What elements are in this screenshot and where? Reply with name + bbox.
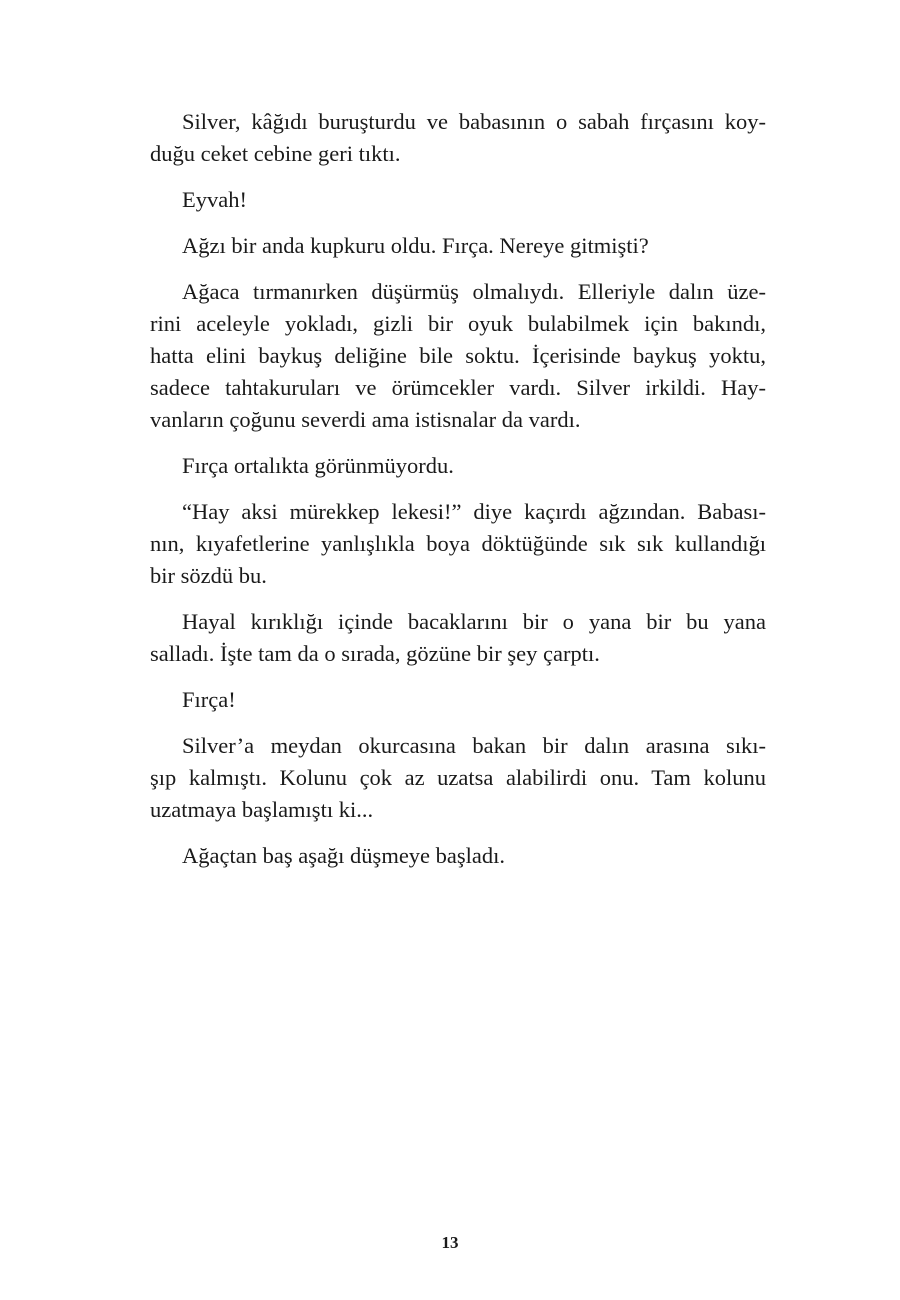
text-line: “Hay aksi mürekkep lekesi!” diye kaçırdı ağzından. Babası- (182, 499, 766, 524)
text-line: şıp kalmıştı. Kolunu çok az uzatsa alabilirdi onu. Tam kolunu (150, 765, 766, 790)
text-line: Silver’a meydan okurcasına bakan bir dalın arasına sıkı- (182, 733, 766, 758)
page-number: 13 (441, 1233, 459, 1252)
paragraph (150, 496, 766, 592)
paragraph (150, 184, 766, 216)
paragraph (150, 606, 766, 670)
text-line: Silver, kâğıdı buruşturdu ve babasının o sabah fırçasını koy- (182, 109, 766, 134)
paragraph (150, 840, 766, 872)
paragraph (150, 450, 766, 482)
text-line: Ağaçtan baş aşağı düşmeye başladı. (182, 843, 506, 868)
paragraph (150, 230, 766, 262)
paragraph (150, 106, 766, 170)
text-line: vanların çoğunu severdi ama istisnalar da vardı. (150, 407, 581, 432)
text-line: uzatmaya başlamıştı ki... (150, 797, 374, 822)
text-line: Ağzı bir anda kupkuru oldu. Fırça. Nereye gitmişti? (182, 233, 649, 258)
text-line: hatta elini baykuş deliğine bile soktu. İçerisinde baykuş yoktu, (150, 343, 766, 368)
text-line: Fırça! (182, 687, 236, 712)
text-line: Eyvah! (182, 187, 247, 212)
text-line: salladı. İşte tam da o sırada, gözüne bir şey çarptı. (150, 641, 600, 666)
paragraph (150, 276, 766, 436)
text-line: nın, kıyafetlerine yanlışlıkla boya döktüğünde sık sık kullandığı (150, 531, 766, 556)
text-line: duğu ceket cebine geri tıktı. (150, 141, 401, 166)
paragraph (150, 730, 766, 826)
text-line: sadece tahtakuruları ve örümcekler vardı. Silver irkildi. Hay- (150, 375, 766, 400)
paragraph (150, 684, 766, 716)
text-line: Ağaca tırmanırken düşürmüş olmalıydı. Elleriyle dalın üze- (182, 279, 766, 304)
text-line: rini aceleyle yokladı, gizli bir oyuk bulabilmek için bakındı, (150, 311, 766, 336)
text-line: Fırça ortalıkta görünmüyordu. (182, 453, 454, 478)
text-line: bir sözdü bu. (150, 563, 267, 588)
page-body (150, 106, 766, 872)
text-line: Hayal kırıklığı içinde bacaklarını bir o yana bir bu yana (182, 609, 766, 634)
